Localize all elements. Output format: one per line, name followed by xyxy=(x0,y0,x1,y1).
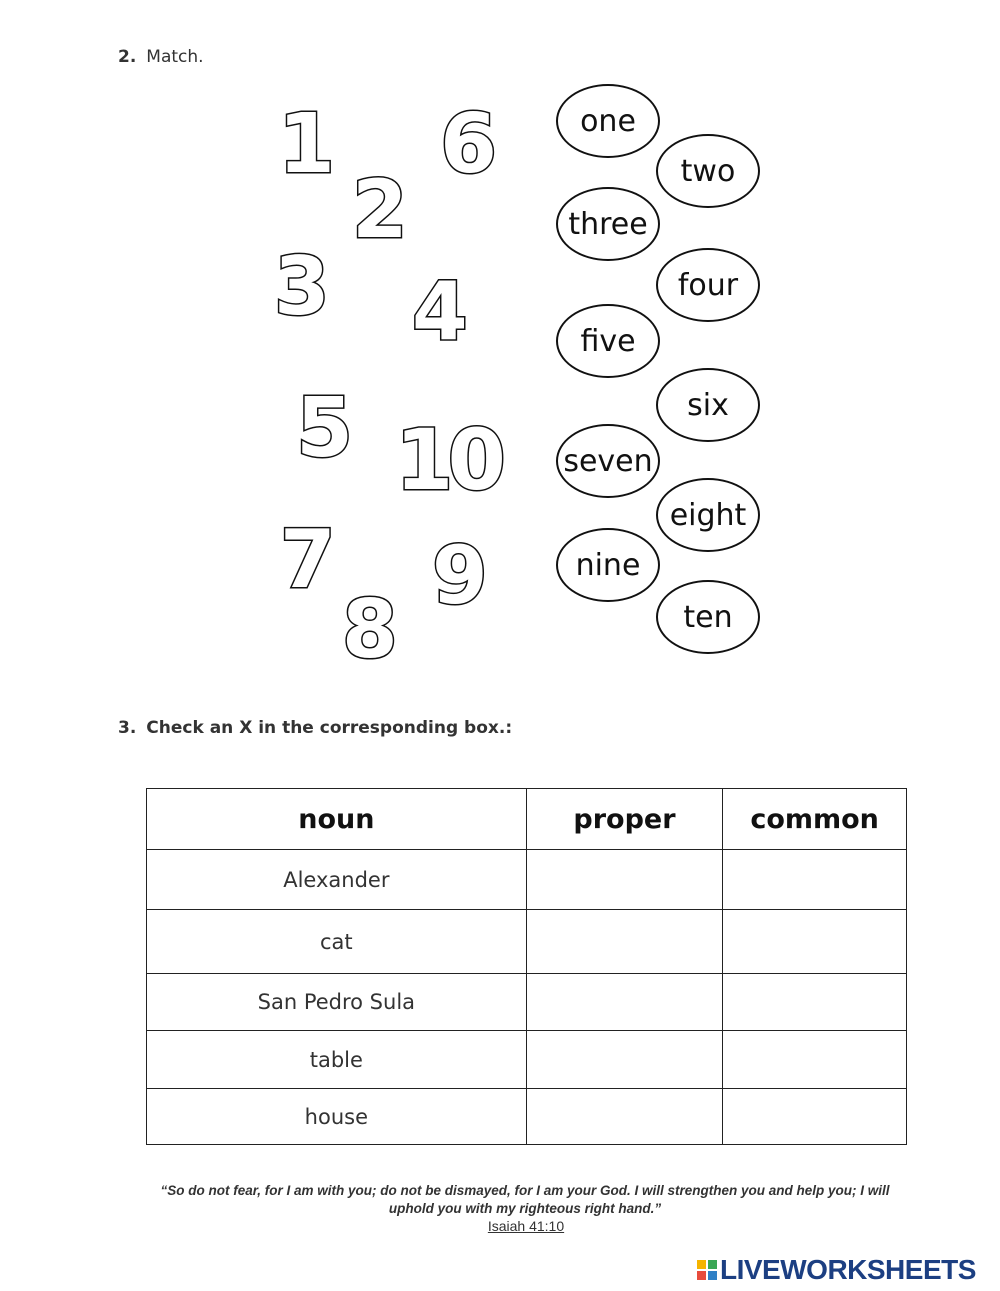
bible-quote: “So do not fear, for I am with you; do not be dismayed, for I am your God. I will strengthen you and help you; I will uphold you with my righteous right hand.” xyxy=(160,1183,890,1216)
word-oval-ten[interactable]: ten xyxy=(656,580,760,654)
common-checkbox[interactable] xyxy=(723,1089,907,1145)
word-oval-eight[interactable]: eight xyxy=(656,478,760,552)
header-common: common xyxy=(723,789,907,850)
noun-cell: San Pedro Sula xyxy=(147,974,527,1031)
proper-checkbox[interactable] xyxy=(526,910,723,974)
header-noun: noun xyxy=(147,789,527,850)
number-3[interactable]: 3 xyxy=(274,240,330,333)
word-oval-three[interactable]: three xyxy=(556,187,660,261)
number-10[interactable]: 10 xyxy=(395,411,500,509)
number-5[interactable]: 5 xyxy=(296,381,354,476)
word-oval-one[interactable]: one xyxy=(556,84,660,158)
header-proper: proper xyxy=(526,789,723,850)
common-checkbox[interactable] xyxy=(723,1031,907,1089)
table-header-row xyxy=(147,789,907,850)
word-oval-two[interactable]: two xyxy=(656,134,760,208)
word-oval-six[interactable]: six xyxy=(656,368,760,442)
question-3-text: Check an X in the corresponding box.: xyxy=(146,718,513,738)
proper-checkbox[interactable] xyxy=(526,974,723,1031)
common-checkbox[interactable] xyxy=(723,974,907,1031)
common-checkbox[interactable] xyxy=(723,910,907,974)
proper-checkbox[interactable] xyxy=(526,1089,723,1145)
number-7[interactable]: 7 xyxy=(280,513,336,606)
question-2-text: Match. xyxy=(146,47,204,67)
question-3-label xyxy=(118,718,512,738)
number-1[interactable]: 1 xyxy=(278,97,336,192)
common-checkbox[interactable] xyxy=(723,850,907,910)
number-6[interactable]: 6 xyxy=(440,97,498,192)
number-4[interactable]: 4 xyxy=(412,265,468,358)
proper-checkbox[interactable] xyxy=(526,850,723,910)
logo-mark-icon xyxy=(697,1260,717,1280)
table-row xyxy=(147,974,907,1031)
noun-cell: house xyxy=(147,1089,527,1145)
liveworksheets-logo xyxy=(697,1254,976,1286)
word-oval-seven[interactable]: seven xyxy=(556,424,660,498)
brand-name: LIVEWORKSHEETS xyxy=(720,1254,976,1285)
question-2-number: 2. xyxy=(118,47,137,67)
question-3-number: 3. xyxy=(118,718,137,738)
question-2-label xyxy=(118,47,204,67)
table-row xyxy=(147,1089,907,1145)
number-8[interactable]: 8 xyxy=(342,583,398,676)
number-9[interactable]: 9 xyxy=(432,529,488,622)
bible-reference: Isaiah 41:10 xyxy=(487,1218,565,1234)
table-row xyxy=(147,910,907,974)
word-oval-nine[interactable]: nine xyxy=(556,528,660,602)
noun-cell: Alexander xyxy=(147,850,527,910)
table-row xyxy=(147,1031,907,1089)
noun-table xyxy=(146,788,907,1145)
word-oval-five[interactable]: five xyxy=(556,304,660,378)
number-2[interactable]: 2 xyxy=(352,163,408,256)
noun-cell: cat xyxy=(147,910,527,974)
noun-cell: table xyxy=(147,1031,527,1089)
proper-checkbox[interactable] xyxy=(526,1031,723,1089)
table-row xyxy=(147,850,907,910)
word-oval-four[interactable]: four xyxy=(656,248,760,322)
